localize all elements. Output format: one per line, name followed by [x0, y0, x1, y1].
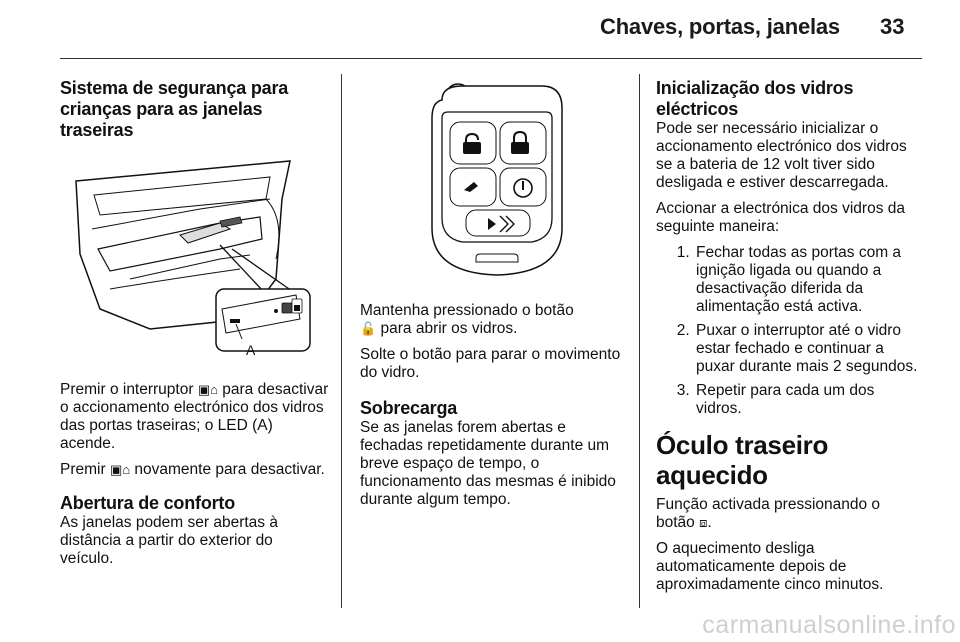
- steps-list: [656, 244, 922, 418]
- paragraph: Accionar a electrónica dos vidros da seguinte maneira:: [656, 200, 905, 235]
- column-divider-2: [639, 74, 640, 608]
- list-item: 2. Puxar o interruptor até o vidro estar fechado e continuar a puxar durante mais 2 segundos.: [694, 322, 922, 376]
- list-item: 3. Repetir para cada um dos vidros.: [694, 382, 922, 418]
- section-heading-comfort-opening: Abertura de conforto: [60, 493, 236, 513]
- section-heading-child-safety: Sistema de segurança para crianças para as janelas traseiras: [60, 78, 289, 140]
- watermark: carmanualsonline.info: [702, 611, 956, 639]
- paragraph: As janelas podem ser abertas à distância a partir do exterior do veículo.: [60, 514, 278, 567]
- column-3: [656, 78, 922, 602]
- column-2: [360, 78, 632, 517]
- rear-window-lock-icon: ▣⌂: [197, 382, 218, 397]
- paragraph: Solte o botão para parar o movimento do vidro.: [360, 346, 621, 381]
- section-heading-window-initialization: Inicialização dos vidros eléctricos: [656, 78, 854, 119]
- paragraph: Pode ser necessário inicializar o accionamento electrónico dos vidros se a bateria de 12 volt tiver sido desligada e estiver descarregada.: [656, 120, 907, 191]
- rear-window-lock-icon: ▣⌂: [109, 462, 131, 477]
- paragraph: O aquecimento desliga automaticamente depois de aproximadamente cinco minutos.: [656, 540, 884, 593]
- key-fob-figure: [422, 78, 572, 278]
- key-fob-illustration: [422, 78, 572, 278]
- header-rule: [60, 58, 922, 59]
- paragraph: Função activada pressionando o botão ⧈.: [656, 496, 881, 531]
- section-heading-overload: Sobrecarga: [360, 398, 458, 418]
- door-panel-figure: [70, 159, 316, 359]
- paragraph: Premir o interruptor ▣⌂ para desactivar o accionamento electrónico dos vidros das portas traseiras; o LED (A) acende.: [60, 381, 329, 452]
- page-number: 33: [880, 14, 905, 39]
- column-1: [60, 78, 330, 576]
- door-panel-illustration: [70, 159, 316, 359]
- rear-defrost-icon: ⧈: [699, 515, 708, 530]
- section-heading-heated-rear-window: Óculo traseiro aquecido: [656, 430, 829, 490]
- unlock-icon: 🔓: [360, 321, 377, 336]
- figure-callout-label: A: [246, 342, 256, 358]
- paragraph: Se as janelas forem abertas e fechadas repetidamente durante um breve espaço de tempo, o funcionamento das mesmas é inibido durante algum tempo.: [360, 419, 616, 508]
- running-header-title: Chaves, portas, janelas: [600, 14, 840, 39]
- paragraph: Mantenha pressionado o botão 🔓 para abrir os vidros.: [360, 302, 574, 337]
- column-divider-1: [341, 74, 342, 608]
- list-item: 1. Fechar todas as portas com a ignição ligada ou quando a desactivação diferida da alimentação está activa.: [694, 244, 922, 316]
- paragraph: Premir ▣⌂ novamente para desactivar.: [60, 461, 325, 478]
